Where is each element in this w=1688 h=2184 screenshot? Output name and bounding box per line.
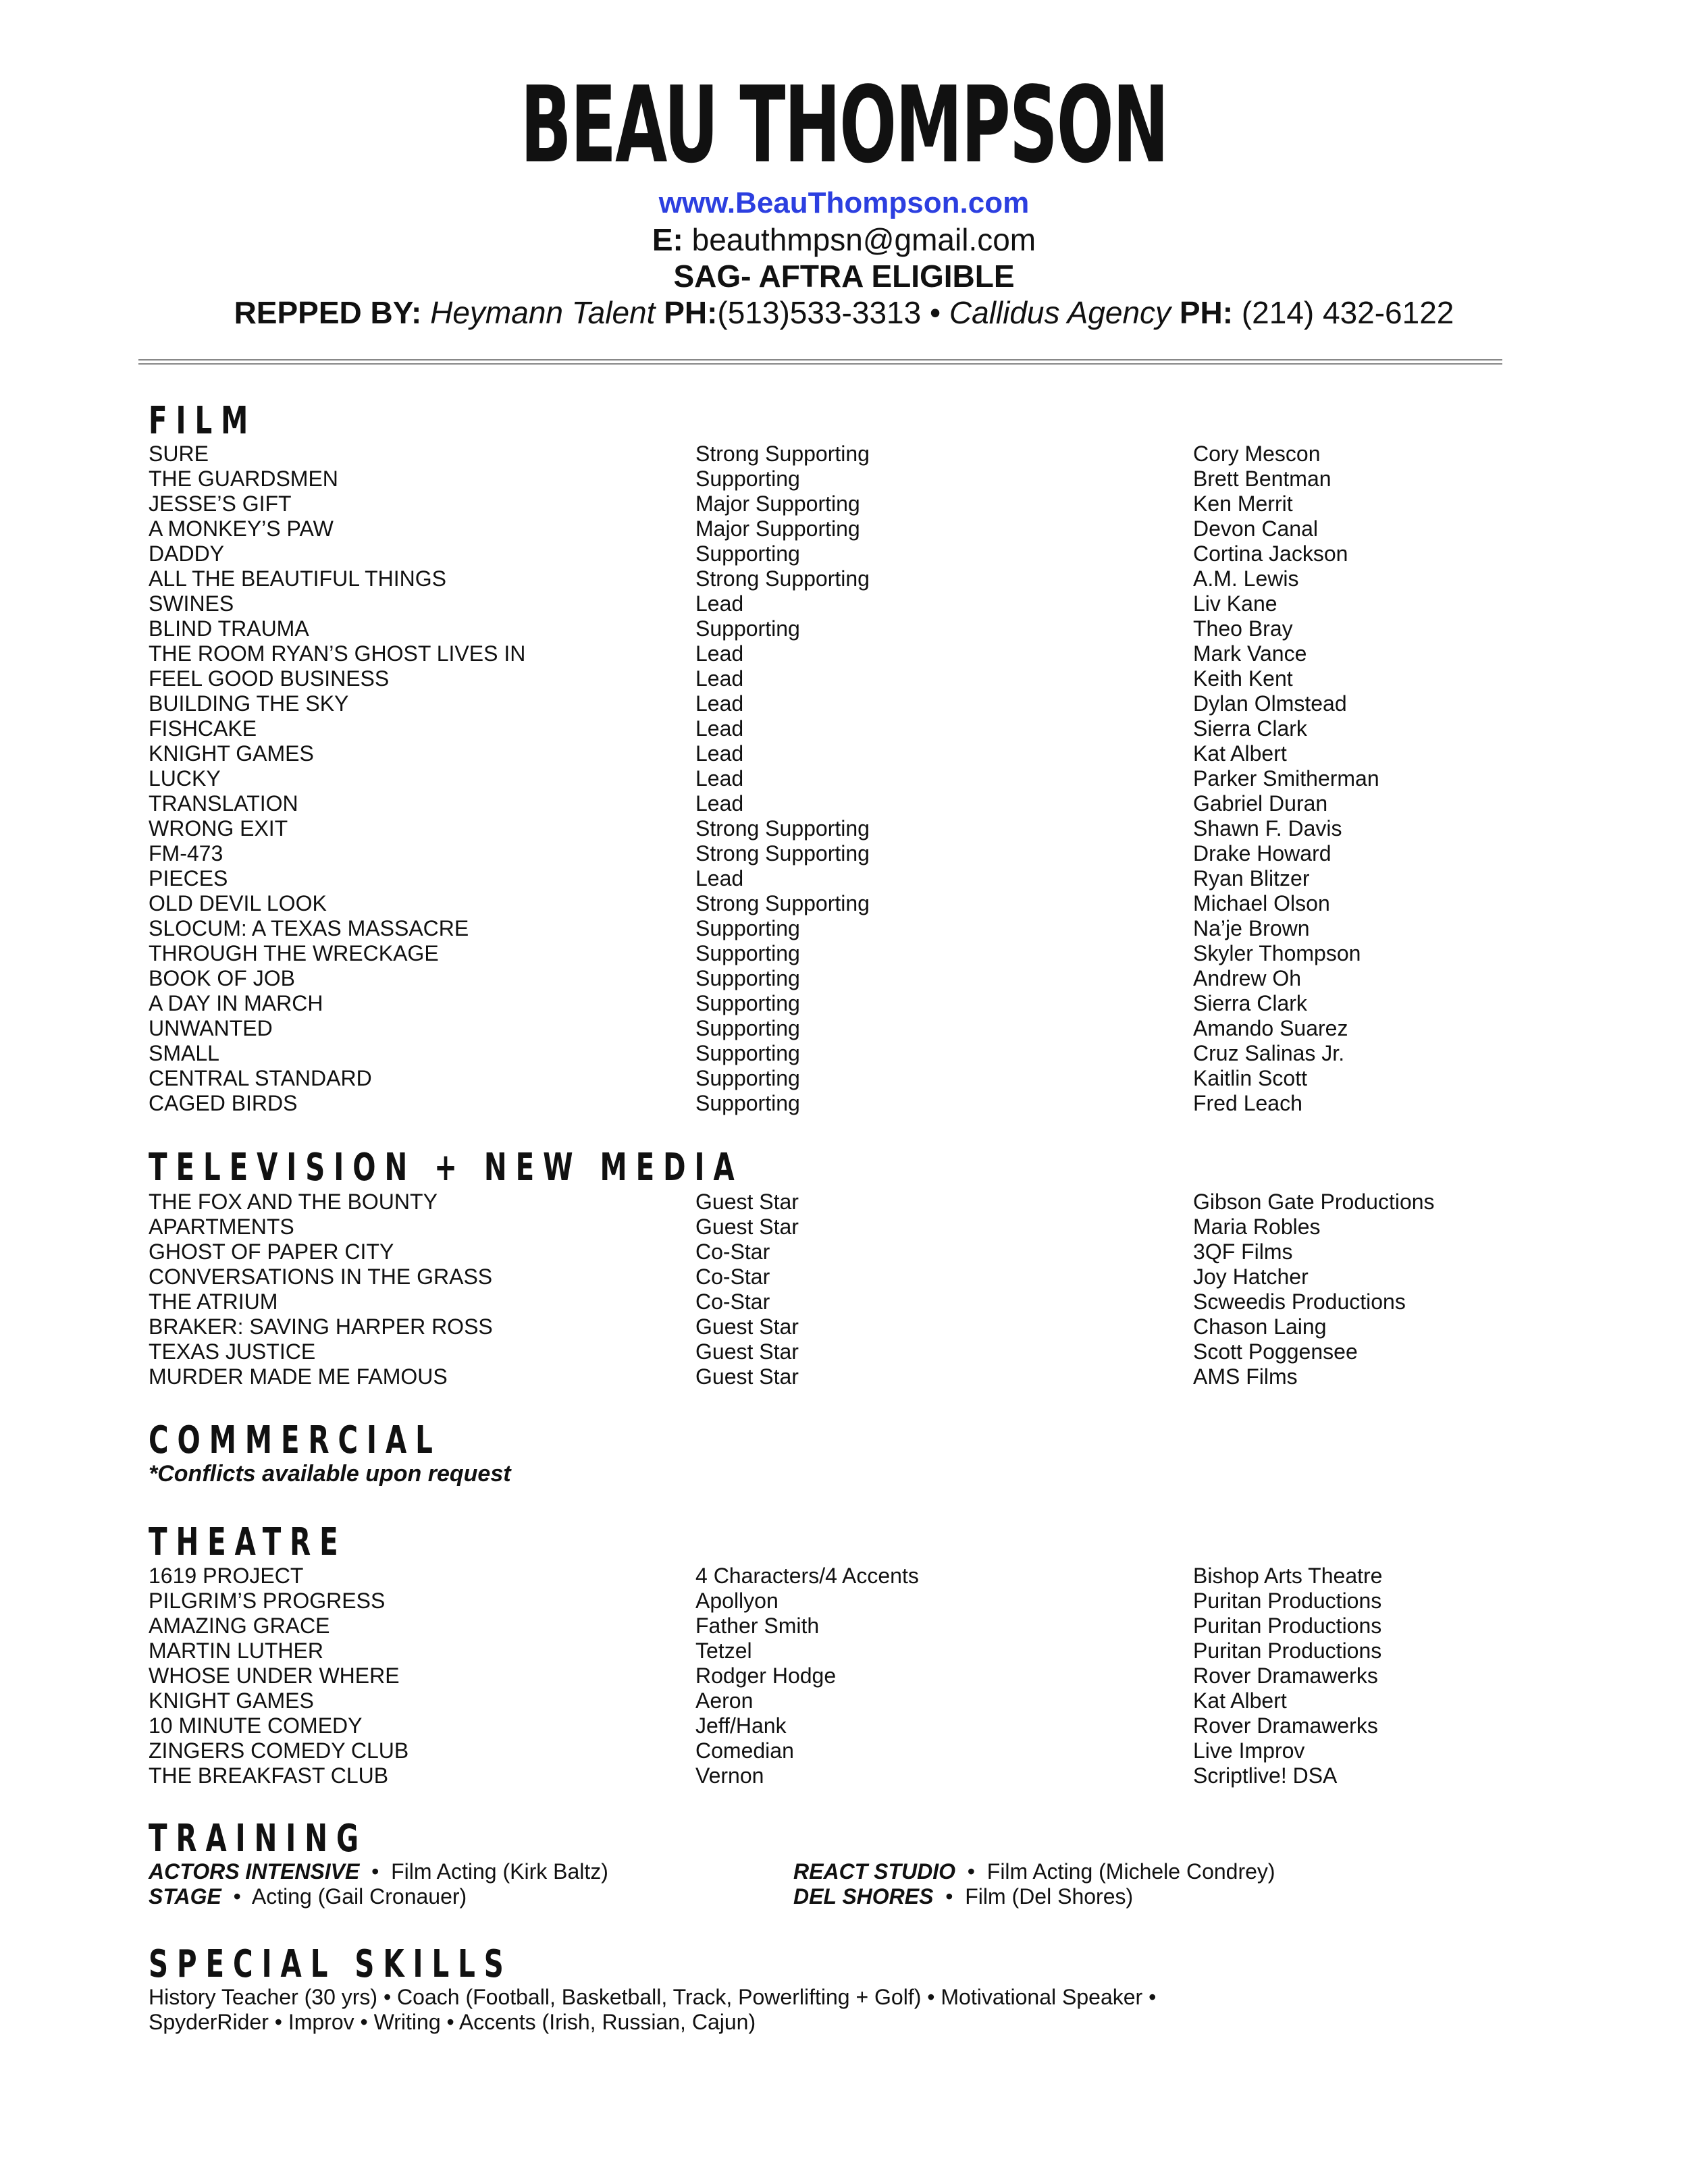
agency-1: Heymann Talent (430, 295, 656, 330)
credit-row (149, 816, 1553, 841)
training-detail: Film (Del Shores) (965, 1884, 1134, 1909)
credit-director: 3QF Films (1193, 1240, 1293, 1264)
credit-row (149, 741, 1553, 766)
credit-role: Lead (695, 716, 744, 741)
credit-role: Comedian (695, 1738, 794, 1763)
credit-director: Bishop Arts Theatre (1193, 1564, 1383, 1588)
credit-title: MARTIN LUTHER (149, 1639, 323, 1663)
credit-director: Scott Poggensee (1193, 1339, 1358, 1364)
phone-1: (513)533-3313 (717, 295, 922, 330)
section-heading-film: FILM (149, 399, 257, 443)
credit-row (149, 1639, 1553, 1663)
special-skills-list (149, 1985, 1431, 2035)
credit-row (149, 1190, 1553, 1215)
credit-role: Rodger Hodge (695, 1663, 837, 1688)
credit-row (149, 866, 1553, 891)
credit-row (149, 1663, 1553, 1688)
credit-row (149, 641, 1553, 666)
credit-role: 4 Characters/4 Accents (695, 1564, 919, 1588)
credit-row (149, 1713, 1553, 1738)
repped-label: REPPED BY: (234, 295, 422, 330)
credit-title: BOOK OF JOB (149, 966, 295, 990)
television-credits (149, 1190, 1553, 1389)
credit-role: Lead (695, 591, 744, 616)
credit-row (149, 666, 1553, 691)
website-link[interactable]: www.BeauThompson.com (658, 186, 1030, 219)
credit-title: THE FOX AND THE BOUNTY (149, 1190, 438, 1214)
credit-director: Rover Dramawerks (1193, 1713, 1378, 1738)
credit-role: Tetzel (695, 1639, 752, 1663)
credit-director: Keith Kent (1193, 666, 1293, 691)
credit-director: Parker Smitherman (1193, 766, 1379, 791)
credit-role: Guest Star (695, 1190, 799, 1214)
credit-title: FISHCAKE (149, 716, 257, 741)
credit-director: Ken Merrit (1193, 491, 1293, 516)
credit-role: Supporting (695, 1041, 800, 1065)
credit-title: BUILDING THE SKY (149, 691, 349, 716)
credit-row (149, 791, 1553, 816)
credit-role: Co-Star (695, 1289, 770, 1314)
credit-title: AMAZING GRACE (149, 1614, 330, 1638)
credit-role: Supporting (695, 1016, 800, 1040)
credit-row (149, 716, 1553, 741)
credit-director: Kaitlin Scott (1193, 1066, 1307, 1090)
credit-row (149, 941, 1553, 966)
credit-row (149, 1763, 1553, 1788)
email-label: E: (652, 222, 683, 257)
training-school: ACTORS INTENSIVE (149, 1859, 360, 1884)
credit-director: Andrew Oh (1193, 966, 1302, 990)
credit-title: SURE (149, 442, 209, 466)
credit-row (149, 1564, 1553, 1589)
credit-director: Puritan Productions (1193, 1639, 1382, 1663)
section-heading-training: TRAINING (149, 1817, 368, 1861)
credit-director: Joy Hatcher (1193, 1264, 1309, 1289)
credit-role: Guest Star (695, 1339, 799, 1364)
credit-title: 10 MINUTE COMEDY (149, 1713, 363, 1738)
credit-director: AMS Films (1193, 1364, 1298, 1389)
credit-title: SLOCUM: A TEXAS MASSACRE (149, 916, 469, 940)
credit-row (149, 591, 1553, 616)
credit-title: MURDER MADE ME FAMOUS (149, 1364, 448, 1389)
training-detail: Film Acting (Michele Condrey) (986, 1859, 1275, 1884)
credit-director: Cortina Jackson (1193, 541, 1348, 566)
section-heading-special-skills: SPECIAL SKILLS (149, 1942, 512, 1986)
credit-director: Michael Olson (1193, 891, 1330, 915)
credit-row (149, 491, 1553, 516)
credit-director: Kat Albert (1193, 741, 1287, 766)
representation-line (0, 294, 1688, 331)
email-address[interactable]: beauthmpsn@gmail.com (691, 222, 1036, 257)
agency-2: Callidus Agency (949, 295, 1171, 330)
credit-title: 1619 PROJECT (149, 1564, 304, 1588)
credit-row (149, 891, 1553, 916)
theatre-credits (149, 1564, 1553, 1788)
credit-row (149, 841, 1553, 866)
credit-row (149, 1041, 1553, 1066)
actor-name: BEAU THOMPSON (520, 63, 1168, 186)
credit-director: Puritan Productions (1193, 1614, 1382, 1638)
training-item (149, 1884, 467, 1909)
training-detail: Film Acting (Kirk Baltz) (391, 1859, 608, 1884)
credit-title: TEXAS JUSTICE (149, 1339, 316, 1364)
credit-title: KNIGHT GAMES (149, 1688, 314, 1713)
credit-title: WRONG EXIT (149, 816, 288, 841)
credit-role: Strong Supporting (695, 891, 870, 915)
training-item (793, 1859, 1275, 1884)
credit-title: CONVERSATIONS IN THE GRASS (149, 1264, 493, 1289)
credit-role: Strong Supporting (695, 442, 870, 466)
credit-title: FM-473 (149, 841, 223, 865)
credit-row (149, 1738, 1553, 1763)
credit-title: OLD DEVIL LOOK (149, 891, 327, 915)
credit-title: FEEL GOOD BUSINESS (149, 666, 390, 691)
credit-row (149, 691, 1553, 716)
credit-role: Major Supporting (695, 491, 860, 516)
bullet: • (227, 1884, 247, 1909)
credit-row (149, 1314, 1553, 1339)
credit-title: UNWANTED (149, 1016, 273, 1040)
header-divider-top (138, 359, 1502, 361)
commercial-note: *Conflicts available upon request (149, 1461, 511, 1487)
credit-role: Lead (695, 641, 744, 666)
credit-row (149, 442, 1553, 467)
credit-director: Fred Leach (1193, 1091, 1302, 1115)
credit-title: APARTMENTS (149, 1215, 294, 1239)
credit-title: THE GUARDSMEN (149, 467, 338, 491)
section-heading-theatre: THEATRE (149, 1520, 347, 1564)
credit-role: Lead (695, 766, 744, 791)
credit-director: Sierra Clark (1193, 991, 1307, 1015)
credit-director: Devon Canal (1193, 516, 1318, 541)
credit-role: Lead (695, 691, 744, 716)
credit-row (149, 916, 1553, 941)
credit-role: Aeron (695, 1688, 754, 1713)
credit-row (149, 1091, 1553, 1116)
credit-title: BRAKER: SAVING HARPER ROSS (149, 1314, 493, 1339)
credit-director: Ryan Blitzer (1193, 866, 1310, 890)
credit-director: Drake Howard (1193, 841, 1331, 865)
credit-role: Jeff/Hank (695, 1713, 787, 1738)
credit-title: GHOST OF PAPER CITY (149, 1240, 394, 1264)
credit-role: Guest Star (695, 1314, 799, 1339)
credit-row (149, 1614, 1553, 1639)
credit-role: Supporting (695, 916, 800, 940)
credit-row (149, 1016, 1553, 1041)
credit-title: CAGED BIRDS (149, 1091, 298, 1115)
credit-title: THROUGH THE WRECKAGE (149, 941, 439, 965)
credit-director: Puritan Productions (1193, 1589, 1382, 1613)
section-heading-television: TELEVISION + NEW MEDIA (149, 1146, 743, 1190)
bullet: • (939, 1884, 959, 1909)
credit-director: Theo Bray (1193, 616, 1293, 641)
credit-role: Lead (695, 791, 744, 816)
separator-bullet: • (930, 295, 941, 330)
credit-director: Scweedis Productions (1193, 1289, 1406, 1314)
credit-title: SMALL (149, 1041, 219, 1065)
credit-title: SWINES (149, 591, 234, 616)
credit-director: Brett Bentman (1193, 467, 1331, 491)
credit-director: Cory Mescon (1193, 442, 1321, 466)
credit-row (149, 616, 1553, 641)
credit-director: Live Improv (1193, 1738, 1305, 1763)
credit-row (149, 541, 1553, 566)
union-status: SAG- AFTRA ELIGIBLE (673, 259, 1015, 294)
training-item (793, 1884, 1133, 1909)
credit-title: A MONKEY’S PAW (149, 516, 334, 541)
credit-row (149, 1215, 1553, 1240)
bullet: • (961, 1859, 981, 1884)
credit-role: Supporting (695, 941, 800, 965)
credit-title: ALL THE BEAUTIFUL THINGS (149, 566, 446, 591)
credit-director: Kat Albert (1193, 1688, 1287, 1713)
credit-title: JESSE’S GIFT (149, 491, 292, 516)
credit-director: Sierra Clark (1193, 716, 1307, 741)
credit-title: ZINGERS COMEDY CLUB (149, 1738, 409, 1763)
credit-row (149, 516, 1553, 541)
credit-role: Lead (695, 666, 744, 691)
credit-director: Maria Robles (1193, 1215, 1321, 1239)
credit-row (149, 966, 1553, 991)
credit-role: Father Smith (695, 1614, 820, 1638)
training-detail: Acting (Gail Cronauer) (251, 1884, 467, 1909)
credit-director: Scriptlive! DSA (1193, 1763, 1338, 1788)
credit-director: Liv Kane (1193, 591, 1277, 616)
training-school: REACT STUDIO (793, 1859, 955, 1884)
credit-role: Supporting (695, 1091, 800, 1115)
credit-role: Co-Star (695, 1264, 770, 1289)
training-school: DEL SHORES (793, 1884, 934, 1909)
credit-title: TRANSLATION (149, 791, 298, 816)
credit-role: Strong Supporting (695, 841, 870, 865)
credit-role: Major Supporting (695, 516, 860, 541)
credit-row (149, 1264, 1553, 1289)
phone-2: (214) 432-6122 (1241, 295, 1454, 330)
credit-director: Shawn F. Davis (1193, 816, 1342, 841)
credit-row (149, 1066, 1553, 1091)
header-divider-bottom (138, 363, 1502, 365)
credit-title: PIECES (149, 866, 228, 890)
section-heading-commercial: COMMERCIAL (149, 1418, 442, 1462)
credit-director: Gibson Gate Productions (1193, 1190, 1435, 1214)
credit-title: THE BREAKFAST CLUB (149, 1763, 389, 1788)
email-line (0, 221, 1688, 258)
credit-role: Supporting (695, 616, 800, 641)
credit-director: Skyler Thompson (1193, 941, 1361, 965)
credit-title: A DAY IN MARCH (149, 991, 323, 1015)
credit-director: Amando Suarez (1193, 1016, 1348, 1040)
credit-role: Supporting (695, 1066, 800, 1090)
credit-title: KNIGHT GAMES (149, 741, 314, 766)
credit-role: Lead (695, 741, 744, 766)
credit-role: Co-Star (695, 1240, 770, 1264)
credit-role: Guest Star (695, 1364, 799, 1389)
skills-line-1: History Teacher (30 yrs) • Coach (Football, Basketball, Track, Powerlifting + Golf) • Motivational Speaker • (149, 1985, 1157, 2009)
credit-director: Dylan Olmstead (1193, 691, 1347, 716)
credit-row (149, 1240, 1553, 1264)
credit-role: Supporting (695, 467, 800, 491)
credit-title: CENTRAL STANDARD (149, 1066, 372, 1090)
credit-row (149, 1589, 1553, 1614)
credit-director: Gabriel Duran (1193, 791, 1328, 816)
film-credits (149, 442, 1553, 1116)
credit-row (149, 467, 1553, 491)
credit-title: DADDY (149, 541, 225, 566)
credit-director: Cruz Salinas Jr. (1193, 1041, 1345, 1065)
credit-director: Chason Laing (1193, 1314, 1327, 1339)
credit-title: LUCKY (149, 766, 221, 791)
phone-1-label: PH: (664, 295, 718, 330)
credit-row (149, 766, 1553, 791)
bullet: • (365, 1859, 386, 1884)
credit-row (149, 1688, 1553, 1713)
credit-row (149, 566, 1553, 591)
credit-director: Rover Dramawerks (1193, 1663, 1378, 1688)
credit-role: Vernon (695, 1763, 764, 1788)
resume-header (0, 63, 1688, 331)
credit-title: PILGRIM’S PROGRESS (149, 1589, 386, 1613)
credit-role: Supporting (695, 991, 800, 1015)
credit-director: Na’je Brown (1193, 916, 1310, 940)
credit-title: WHOSE UNDER WHERE (149, 1663, 400, 1688)
credit-role: Guest Star (695, 1215, 799, 1239)
credit-role: Supporting (695, 541, 800, 566)
credit-row (149, 991, 1553, 1016)
credit-title: THE ROOM RYAN’S GHOST LIVES IN (149, 641, 526, 666)
credit-row (149, 1339, 1553, 1364)
skills-line-2: SpyderRider • Improv • Writing • Accents (Irish, Russian, Cajun) (149, 2010, 756, 2034)
credit-role: Strong Supporting (695, 816, 870, 841)
credit-title: THE ATRIUM (149, 1289, 278, 1314)
training-item (149, 1859, 608, 1884)
phone-2-label: PH: (1179, 295, 1234, 330)
credit-director: Mark Vance (1193, 641, 1307, 666)
credit-row (149, 1289, 1553, 1314)
credit-row (149, 1364, 1553, 1389)
credit-director: A.M. Lewis (1193, 566, 1299, 591)
credit-role: Apollyon (695, 1589, 779, 1613)
credit-role: Supporting (695, 966, 800, 990)
credit-role: Strong Supporting (695, 566, 870, 591)
training-school: STAGE (149, 1884, 221, 1909)
credit-role: Lead (695, 866, 744, 890)
credit-title: BLIND TRAUMA (149, 616, 309, 641)
